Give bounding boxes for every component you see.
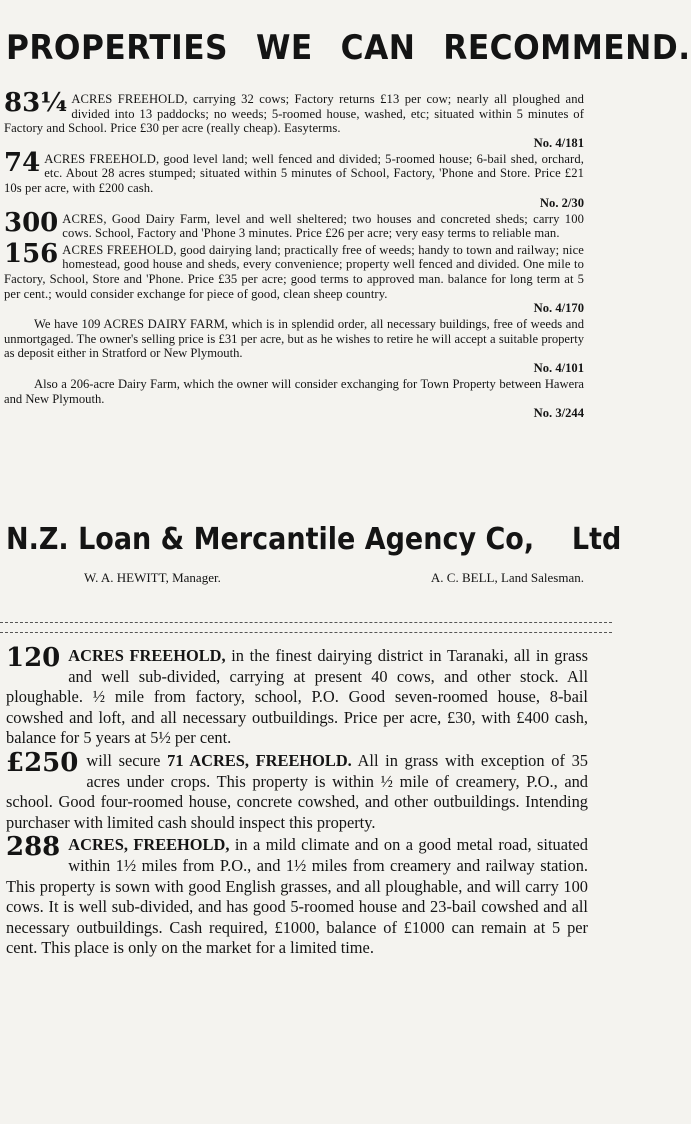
listing-text: in a mild climate and on a good metal road, situated within 1½ miles from P.O., and 1½ miles from creamery and railway station. This property is sown with good English grasses, and all ploughable, and will carry 100 cows. It is well sub-divided, and has good 5-roomed house and 23-bail cowshed and all necessary outbuildings. Cash required, £1000, balance of £1000 can remain at 5 per cent. This place is only on the market for a limited time. <box>6 835 588 958</box>
paragraph-text: We have 109 ACRES DAIRY FARM, which is in splendid order, all necessary buildings, free of weeds and unmortgaged. The owner's selling price is £31 per acre, but as he wishes to retire he will accept a suitable property as deposit either in Stratford or New Plymouth. <box>4 317 584 361</box>
listing <box>4 238 584 316</box>
paragraph-listing <box>4 377 584 420</box>
listing <box>4 207 584 241</box>
listing <box>6 643 588 749</box>
listing-ref: No. 4/170 <box>533 301 584 316</box>
listing-number: 83¼ <box>4 88 68 118</box>
company-title: N.Z. Loan & Mercantile Agency Co, <box>6 522 535 557</box>
property-listings-ad <box>4 88 584 422</box>
divider-rule <box>0 632 612 633</box>
listing-body <box>6 643 588 749</box>
listing-ref: No. 4/181 <box>533 135 584 150</box>
listing <box>4 88 584 150</box>
staff-line <box>84 570 584 586</box>
listing-text: ACRES FREEHOLD, carrying 32 cows; Factory returns £13 per cow; nearly all ploughed and divided into 13 paddocks; no weeds; 5-roomed house, washed, etc; situated within 5 minutes of Factory and School. Price £30 per acre (really cheap). Easyterms. <box>4 92 584 136</box>
listing-text: All in grass with exception of 35 acres under crops. This property is within ½ mile of creamery, P.O., and school. Good four-roomed house, concrete cowshed, and other outbuildings. Intending purchaser with limited cash should inspect this property. <box>6 750 588 832</box>
listing-body <box>6 747 588 833</box>
paragraph-listing <box>4 317 584 375</box>
listing <box>6 832 588 959</box>
headline: PROPERTIES WE CAN RECOMMEND. <box>6 28 691 68</box>
second-ad <box>6 643 588 961</box>
listing-number: 74 <box>4 147 41 178</box>
listing-ref: No. 3/244 <box>533 406 584 421</box>
salesman-name: A. C. BELL, Land Salesman. <box>430 570 584 585</box>
listing-text: ACRES FREEHOLD, good level land; well fenced and divided; 5-roomed house; 6-bail shed, orchard, etc. About 28 acres stumped; situated within 5 minutes of School, Factory, 'Phone and Store. Price £21 10s per acre, with £200 cash. <box>4 151 584 195</box>
listing <box>4 147 584 210</box>
paragraph-text: Also a 206-acre Dairy Farm, which the owner will consider exchanging for Town Property between Hawera and New Plymouth. <box>4 376 584 406</box>
company-name <box>6 522 622 557</box>
listing-heading: ACRES, FREEHOLD, <box>68 835 230 855</box>
listing-number: £250 <box>6 747 79 778</box>
listing-text: ACRES, Good Dairy Farm, level and well sheltered; two houses and concreted sheds; carry 100 cows. School, Factory and 'Phone 3 minutes. Price £26 per acre; very easy terms to reliable man. <box>62 211 584 241</box>
manager-name: W. A. HEWITT, Manager. <box>84 570 221 585</box>
company-suffix: Ltd <box>571 522 622 557</box>
listing-ref: No. 2/30 <box>539 195 584 210</box>
listing-heading: ACRES FREEHOLD, <box>68 646 226 665</box>
listing-heading: 71 ACRES, FREEHOLD. <box>167 750 352 770</box>
listing-number: 288 <box>6 832 61 863</box>
listing-number: 156 <box>4 238 59 269</box>
divider-rule <box>0 622 612 623</box>
listing-ref: No. 4/101 <box>533 360 584 375</box>
listing-number: 300 <box>4 207 59 238</box>
listing-body <box>6 832 588 959</box>
listing-text: ACRES FREEHOLD, good dairying land; practically free of weeds; handy to town and railway; nice homestead, good house and sheds, every convenience; property well fenced and divided. One mile to Factory, School, Store and 'Phone. Price £35 per acre; good terms to approved man. balance for long term at 5 per cent.; would consider exchange for piece of good, clean sheep country. <box>4 242 584 301</box>
listing-number: 120 <box>6 643 61 673</box>
listing-text: in the finest dairying district in Taranaki, all in grass and well sub-divided, carrying at present 40 cows, and other stock. All ploughable. ½ mile from factory, school, P.O. Good seven-roomed house, 8-bail cowshed and loft, and all necessary outbuildings. Price per acre, £30, with £400 cash, balance for 5 years at 5½ per cent. <box>6 646 588 748</box>
listing-pre: will secure <box>86 750 161 770</box>
listing <box>6 747 588 833</box>
